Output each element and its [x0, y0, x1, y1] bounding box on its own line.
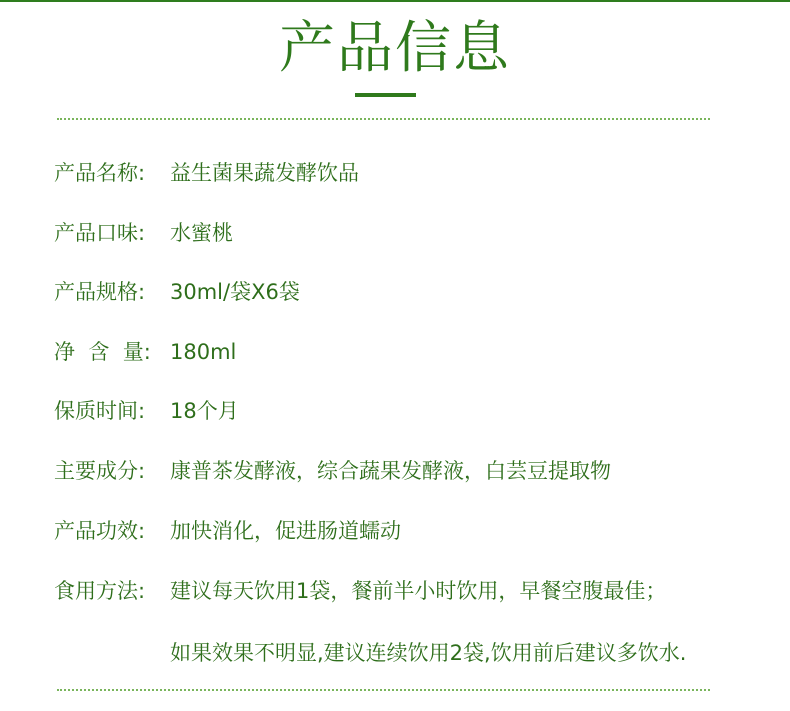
info-row-spec — [54, 277, 300, 307]
title-underline — [355, 93, 416, 97]
row-label: 产品规格: — [54, 280, 146, 304]
row-value: 30ml/袋X6袋 — [170, 280, 300, 304]
info-row-ingredients — [54, 456, 611, 486]
info-row-shelf-life — [54, 396, 239, 426]
row-label: 食用方法: — [54, 579, 146, 603]
row-value: 水蜜桃 — [170, 221, 233, 245]
row-value: 益生菌果蔬发酵饮品 — [170, 161, 359, 185]
row-value: 180ml — [170, 340, 237, 364]
info-row-efficacy — [54, 516, 401, 546]
info-row-net-content — [54, 337, 236, 367]
bottom-dotted-divider — [57, 689, 710, 691]
row-value: 加快消化，促进肠道蠕动 — [170, 519, 401, 543]
info-row-usage — [54, 576, 666, 606]
page-title: 产品信息 — [279, 16, 511, 81]
row-value: 18个月 — [170, 399, 239, 423]
row-label: 产品功效: — [54, 519, 146, 543]
row-label: 保质时间: — [54, 399, 146, 423]
row-label: 净 含 量: — [54, 340, 151, 364]
top-dotted-divider — [57, 118, 710, 120]
row-label: 产品口味: — [54, 221, 146, 245]
row-label: 主要成分: — [54, 459, 146, 483]
info-row-product-name — [54, 158, 359, 188]
row-label: 产品名称: — [54, 161, 146, 185]
usage-continuation: 如果效果不明显,建议连续饮用2袋,饮用前后建议多饮水. — [170, 641, 687, 665]
row-value: 康普茶发酵液，综合蔬果发酵液，白芸豆提取物 — [170, 459, 611, 483]
top-border-line — [0, 0, 790, 2]
info-row-flavor — [54, 218, 233, 248]
row-value: 建议每天饮用1袋，餐前半小时饮用，早餐空腹最佳； — [170, 579, 667, 603]
